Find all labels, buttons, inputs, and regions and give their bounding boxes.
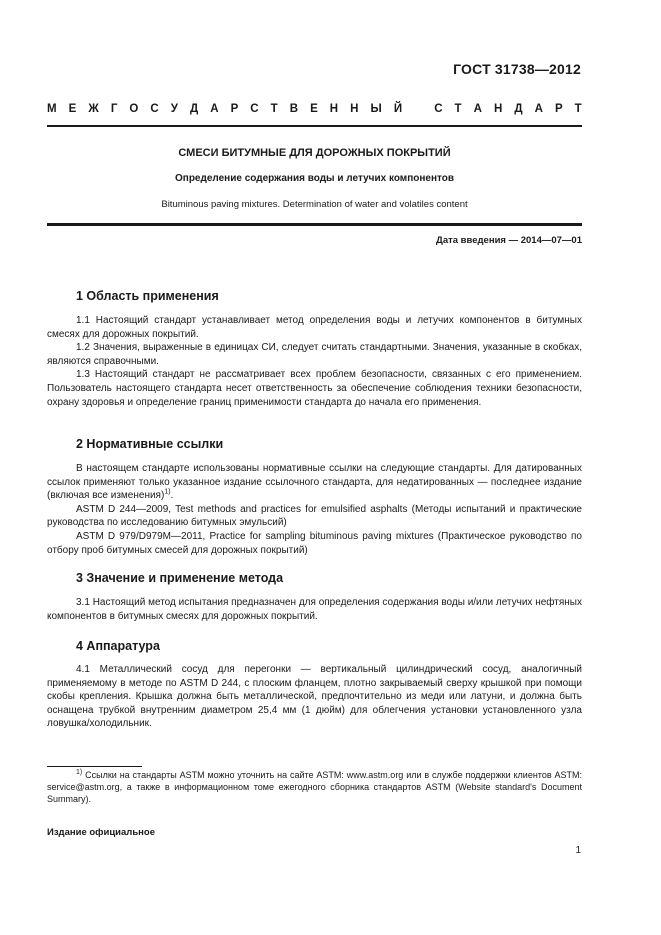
heading-letter: Д	[514, 103, 523, 115]
paragraph-2-intro-text: В настоящем стандарте использованы нормативные ссылки на следующие стандарты. Для датированных ссылок применяют только указанное издание ссылочного стандарта, для недатированных — последнее издание (включая все изменения)	[47, 463, 582, 502]
heading-gap	[414, 103, 422, 115]
heading-letter: С	[150, 103, 159, 115]
heading-letter: Р	[554, 103, 563, 115]
heading-letter: Ж	[88, 103, 99, 115]
section-heading-3: 3 Значение и применение метода	[76, 571, 284, 585]
paragraph-3-1: 3.1 Настоящий метод испытания предназначен для определения содержания воды и/или летучих нефтяных компонентов в битумных смесях для дорожных покрытий.	[47, 597, 582, 622]
reference-astm-d979: ASTM D 979/D979M—2011, Practice for sampling bituminous paving mixtures (Практическое руководство по отбору проб битумных смесей для дорожных покрытий)	[47, 530, 582, 556]
document-title: СМЕСИ БИТУМНЫЕ ДЛЯ ДОРОЖНЫХ ПОКРЫТИЙ	[178, 147, 451, 159]
heading-letter: Е	[310, 103, 318, 115]
paragraph-4-1: 4.1 Металлический сосуд для перегонки — вертикальный цилиндрический сосуд, аналогичный применяемому в методе по ASTM D 244, с плоским фланцем, плотно закрываемый сверху крышкой при помощи скобы крепления. Крышка должна быть металлической, предпочтительно из меди или латуни, и должна быть оснащена трубкой внутренним диаметром 25,4 мм (1 дюйм) для облегчения установки установленного узла ловушка/холодильник.	[47, 664, 582, 730]
header-rule	[47, 125, 582, 127]
english-title: Bituminous paving mixtures. Determination of water and volatiles content	[161, 199, 468, 210]
heading-letter: Н	[329, 103, 339, 115]
heading-letter: Е	[68, 103, 77, 115]
heading-letter: У	[170, 103, 178, 115]
paragraph-1-2: 1.2 Значения, выраженные в единицах СИ, следует считать стандартными. Значения, указанные в скобках, являются справочными.	[47, 342, 582, 367]
heading-letter: С	[250, 103, 259, 115]
heading-letter: А	[473, 103, 482, 115]
heading-letter: Т	[574, 103, 582, 115]
standard-number: ГОСТ 31738—2012	[453, 61, 581, 77]
heading-letter: Р	[230, 103, 239, 115]
page-number: 1	[575, 845, 581, 856]
introduction-date: Дата введения — 2014—07—01	[436, 235, 582, 246]
standard-category-heading	[47, 103, 582, 115]
section-heading-1: 1 Область применения	[76, 289, 219, 303]
heading-letter: А	[534, 103, 543, 115]
section-body-1	[47, 314, 582, 409]
section-body-4	[47, 663, 582, 731]
paragraph-2-intro: В настоящем стандарте использованы нормативные ссылки на следующие стандарты. Для датированных ссылок применяют только указанное издание ссылочного стандарта, для недатированных — последнее издание (включая все изменения)$^{1)}$.	[47, 463, 582, 502]
footnote-marker: 1)	[164, 488, 171, 496]
heading-letter: Т	[270, 103, 278, 115]
heading-letter: С	[434, 103, 443, 115]
heading-letter: Д	[189, 103, 199, 115]
heading-letter: О	[129, 103, 139, 115]
section-heading-4: 4 Аппаратура	[76, 639, 160, 653]
footnote-separator	[47, 766, 142, 767]
heading-letter: Г	[110, 103, 118, 115]
heading-letter: А	[210, 103, 219, 115]
reference-astm-d244: ASTM D 244—2009, Test methods and practices for emulsified asphalts (Методы испытаний и практические руководства по исследованию битумных эмульсий)	[47, 503, 582, 529]
footnote-text: Ссылки на стандарты ASTM можно уточнить на сайте ASTM: www.astm.org или в службе поддержки клиентов ASTM: service@astm.org, а также в информационном томе ежегодного сборника стандартов ASTM (Website standard's Document Summary).	[47, 770, 582, 804]
paragraph-1-1: 1.1 Настоящий стандарт устанавливает метод определения воды и летучих компонентов в битумных смесях для дорожных покрытий.	[47, 315, 582, 340]
heading-letter: М	[47, 103, 57, 115]
heading-letter: Н	[493, 103, 503, 115]
section-body-3	[47, 596, 582, 623]
title-rule	[47, 223, 582, 226]
section-body-2	[47, 462, 582, 557]
footnote-number: 1)	[76, 769, 83, 776]
paragraph-1-3: 1.3 Настоящий стандарт не рассматривает всех проблем безопасности, связанных с его применением. Пользователь настоящего стандарта несет ответственность за обеспечение соблюдения техники безопасности, охрану здоровья и определение границ применимости стандарта до начала его применения.	[47, 369, 582, 408]
section-heading-2: 2 Нормативные ссылки	[76, 437, 224, 451]
footnote	[47, 769, 582, 805]
official-edition-label: Издание официальное	[47, 827, 155, 838]
heading-letter: Т	[454, 103, 462, 115]
heading-letter: В	[289, 103, 299, 115]
heading-letter: Н	[350, 103, 359, 115]
heading-letter: Й	[393, 103, 403, 115]
document-subtitle: Определение содержания воды и летучих компонентов	[175, 173, 454, 184]
heading-letter: Ы	[370, 103, 382, 115]
